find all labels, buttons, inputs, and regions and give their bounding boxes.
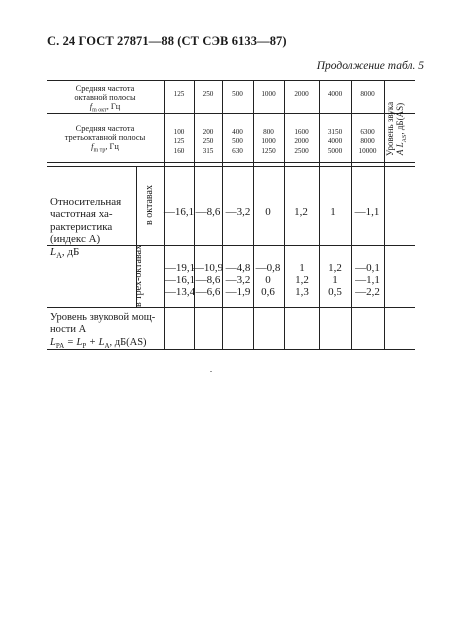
third-value-cell: —10,9 —8,6 —6,6 (192, 262, 224, 298)
page-header: С. 24 ГОСТ 27871—88 (СТ СЭВ 6133—87) (47, 34, 287, 48)
third-freq-cell: 800 1000 1250 (261, 128, 276, 155)
third-octave-band-label: Средняя частота третьоктавной полосы $f_{m тр}$, Гц (64, 124, 146, 154)
third-value-cell: —4,8 —3,2 —1,9 (225, 262, 251, 298)
third-octave-sub-label: в трех-октавах (133, 244, 144, 308)
octave-value: —8,6 (195, 206, 221, 218)
third-freq-cell: 100 125 160 (173, 128, 185, 155)
frequency-response-label: Относительная частотная ха- рактеристика (индекс А) $L_A$, дБ (50, 196, 122, 260)
octave-freq: 125 (173, 90, 185, 98)
third-freq-cell: 3150 4000 5000 (327, 128, 343, 155)
table-continued-caption: Продолжение табл. 5 (316, 60, 424, 72)
sound-level-header: Уровень звука A $L_{AS}$, дБ(AS) (385, 101, 408, 157)
third-freq-cell: 1600 2000 2500 (294, 128, 309, 155)
octave-freq: 500 (232, 90, 243, 98)
octave-freq: 2000 (294, 90, 309, 98)
octave-freq: 1000 (261, 90, 276, 98)
stray-mark (210, 371, 212, 372)
octave-sub-label: в октавах (144, 185, 155, 225)
octave-value: —16,1 (163, 206, 195, 218)
third-freq-cell: 400 500 630 (232, 128, 243, 155)
third-value-cell: 1,2 1 0,5 (328, 262, 342, 298)
third-value-cell: —19,1 —16,1 —13,4 (164, 262, 196, 298)
octave-value: 0 (265, 206, 271, 218)
octave-freq: 8000 (360, 90, 375, 98)
octave-freq: 250 (202, 90, 214, 98)
third-freq-cell: 200 250 315 (202, 128, 214, 155)
octave-value: —1,1 (354, 206, 380, 218)
octave-freq: 4000 (327, 90, 343, 98)
octave-value: 1,2 (294, 206, 308, 218)
octave-band-label: Средняя частота октавной полосы $f_{m окт}$, Гц (74, 84, 136, 114)
octave-value: —3,2 (225, 206, 251, 218)
third-value-cell: —0,1 —1,1 —2,2 (355, 262, 380, 298)
octave-value: 1 (330, 206, 336, 218)
third-freq-cell: 6300 8000 10000 (358, 128, 377, 155)
third-value-cell: —0,8 0 0,6 (255, 262, 281, 298)
third-value-cell: 1 1,2 1,3 (295, 262, 309, 298)
sound-power-label: Уровень звуковой мощ- ности A $L_{PA} = L_P + L_A$, дБ(AS) (50, 312, 156, 350)
